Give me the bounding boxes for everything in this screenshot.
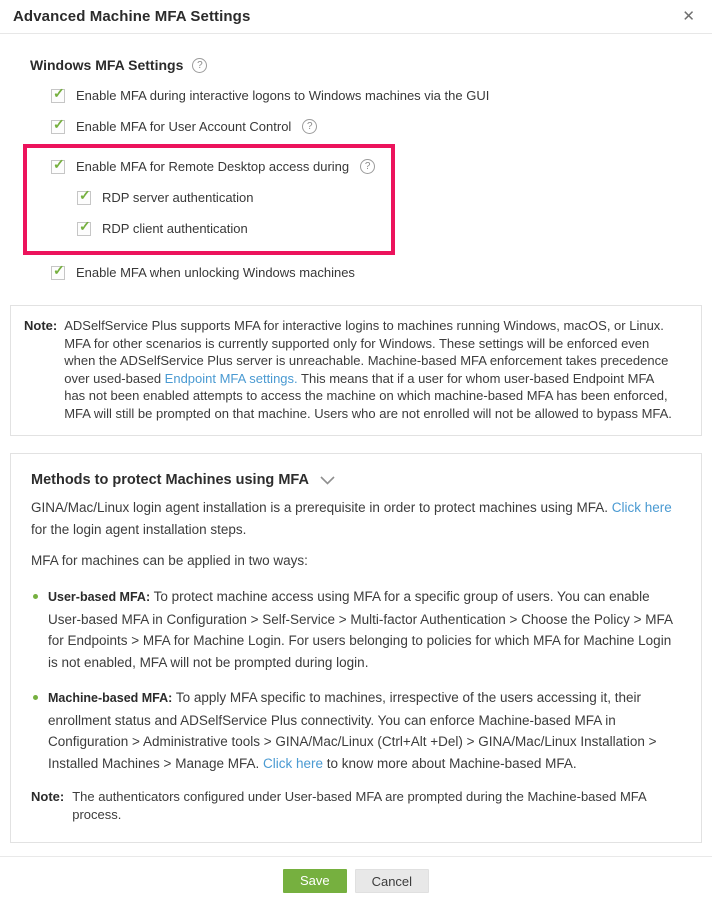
check-icon: ✓ <box>53 155 65 172</box>
methods-heading[interactable] <box>31 472 681 488</box>
bullet-machine-based-mfa <box>31 687 681 774</box>
methods-box <box>10 453 702 843</box>
bullet-icon <box>33 594 38 599</box>
checkbox-row-remote-desktop[interactable] <box>51 151 391 182</box>
highlight-annotation <box>23 144 395 255</box>
note-label: Note: <box>31 789 65 804</box>
bullet-icon <box>33 695 38 700</box>
methods-intro-paragraph <box>31 497 681 541</box>
check-icon: ✓ <box>79 217 91 234</box>
checkbox-label: Enable MFA for Remote Desktop access during <box>76 159 350 174</box>
checkbox-row-rdp-client[interactable] <box>77 213 391 244</box>
note-label: Note: <box>24 318 58 333</box>
close-icon[interactable]: ✕ <box>682 8 695 25</box>
checkbox-label: RDP server authentication <box>102 190 254 205</box>
checkbox-label: Enable MFA when unlocking Windows machines <box>76 265 355 280</box>
methods-note-text: The authenticators configured under User-based MFA are prompted during the Machine-based MFA process. <box>72 789 646 822</box>
checkbox-label: Enable MFA during interactive logons to Windows machines via the GUI <box>76 88 490 103</box>
help-icon[interactable]: ? <box>302 119 317 134</box>
note-box <box>10 305 702 436</box>
bullet-label: Machine-based MFA: <box>48 691 173 705</box>
check-icon: ✓ <box>53 261 65 278</box>
two-ways-line: MFA for machines can be applied in two ways: <box>31 553 308 568</box>
methods-bullet-list <box>31 586 681 774</box>
check-icon: ✓ <box>53 115 65 132</box>
windows-mfa-settings-heading-label: Windows MFA Settings <box>30 57 184 73</box>
windows-mfa-settings-heading <box>30 57 712 73</box>
bullet-user-based-mfa <box>31 586 681 673</box>
click-here-install-link[interactable]: Click here <box>611 500 672 515</box>
note-text-after-link: This means that if a user for whom user-based Endpoint MFA has not been enabled attempts to access the machine on which machine-based MFA has been enforced, MFA will still be prompted on that machine. Users who are not enrolled will not be allowed to bypass MFA. <box>64 370 672 421</box>
note-text-before-link: ADSelfService Plus supports MFA for interactive logins to machines running Windows, macOS, or Linux. MFA for other scenarios is currently supported only for Windows. These settings will be enforced even when the ADSelfService Plus server is unreachable. Machine-based MFA enforcement takes precedence over used-based <box>64 318 669 386</box>
methods-heading-label: Methods to protect Machines using MFA <box>31 472 309 488</box>
methods-note <box>31 788 681 824</box>
check-icon: ✓ <box>79 186 91 203</box>
checkbox-row-rdp-server[interactable] <box>77 182 391 213</box>
checkbox-row-interactive-logons[interactable] <box>51 80 712 111</box>
click-here-machine-mfa-link[interactable]: Click here <box>263 755 324 771</box>
bullet-label: User-based MFA: <box>48 590 151 604</box>
note-text <box>64 317 675 422</box>
bullet-text: To protect machine access using MFA for a specific group of users. You can enable User-based MFA in Configuration > Self-Service > Multi-factor Authentication > Choose the Policy > MFA for Endpoints > MFA for Machine Login. For users belonging to policies for which MFA for Machine Login is not enabled, MFA will not be prompted during login. <box>48 589 673 670</box>
checkbox-row-user-account-control[interactable] <box>51 111 712 142</box>
check-icon: ✓ <box>53 84 65 101</box>
checkbox-label: RDP client authentication <box>102 221 248 236</box>
checkbox-row-unlocking[interactable] <box>51 257 712 288</box>
checkbox-remote-desktop[interactable] <box>51 155 65 174</box>
bullet-text: To apply MFA specific to machines, irrespective of the users accessing it, their enrollment status and ADSelfService Plus connectivity. You can enforce Machine-based MFA in Configuration > Administrative tools > GINA/Mac/Linux (Ctrl+Alt +Del) > GINA/Mac/Linux Installation > Installed Machines > Manage MFA. <box>48 690 657 771</box>
dialog-header <box>0 0 712 34</box>
checkbox-rdp-server[interactable] <box>77 186 91 205</box>
dialog-title: Advanced Machine MFA Settings <box>13 8 251 25</box>
help-icon[interactable]: ? <box>192 58 207 73</box>
endpoint-mfa-settings-link[interactable]: Endpoint MFA settings. <box>164 370 298 386</box>
methods-intro-before-link: GINA/Mac/Linux login agent installation is a prerequisite in order to protect machines using MFA. <box>31 500 612 515</box>
checkbox-user-account-control[interactable] <box>51 115 65 134</box>
help-icon[interactable]: ? <box>360 159 375 174</box>
methods-intro-after-link: for the login agent installation steps. <box>31 522 247 537</box>
checkbox-rdp-client[interactable] <box>77 217 91 236</box>
checkbox-label: Enable MFA for User Account Control <box>76 119 292 134</box>
dialog-footer <box>0 857 712 903</box>
chevron-down-icon[interactable] <box>320 476 335 485</box>
checkbox-unlocking[interactable] <box>51 261 65 280</box>
save-button[interactable]: Save <box>283 869 347 893</box>
cancel-button[interactable]: Cancel <box>355 869 429 893</box>
bullet-text-after-link: to know more about Machine-based MFA. <box>323 755 577 771</box>
checkbox-interactive-logons[interactable] <box>51 84 65 103</box>
